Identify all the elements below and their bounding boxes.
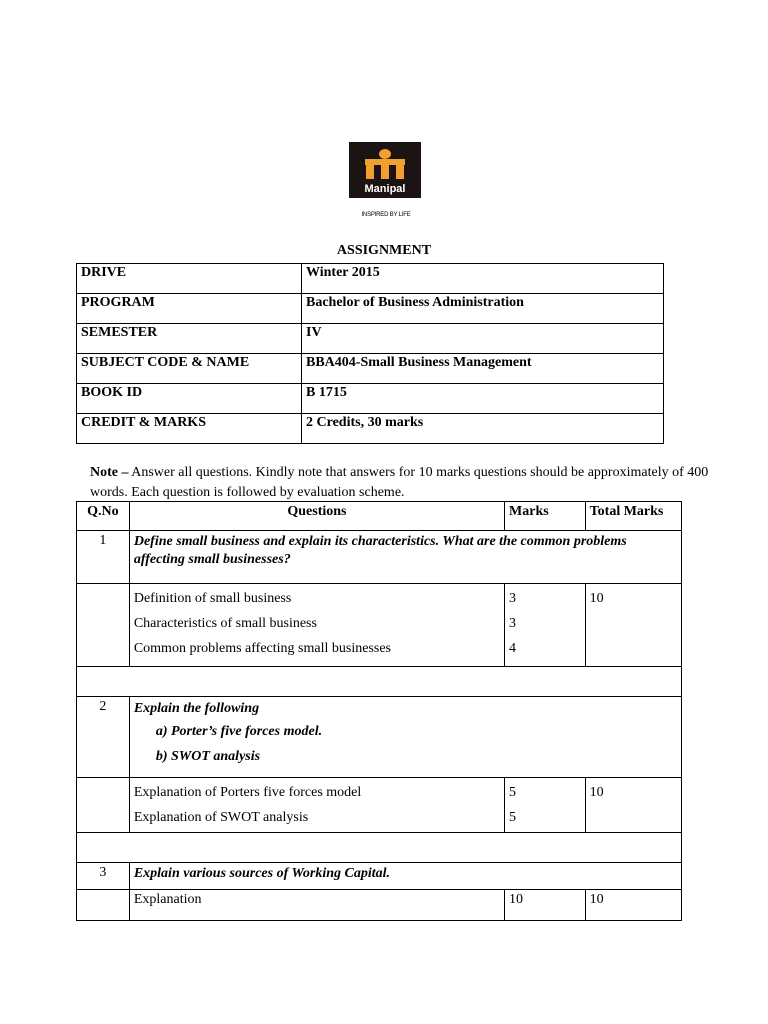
- question-number: 3: [77, 863, 130, 890]
- marks-item: 4: [509, 641, 517, 656]
- empty-cell: [77, 778, 130, 833]
- marks-item: 3: [509, 616, 517, 631]
- criteria-row: [77, 890, 682, 921]
- info-label: PROGRAM: [77, 294, 302, 324]
- criteria-item: Explanation of SWOT analysis: [133, 810, 309, 825]
- criteria-row: [77, 584, 682, 667]
- question-number: 2: [77, 697, 130, 778]
- question-text: Explain various sources of Working Capital.: [129, 863, 681, 890]
- question-subpoint: a) Porter’s five forces model.: [155, 724, 323, 739]
- question-text: Explain the following: [133, 701, 260, 716]
- criteria-item: Common problems affecting small businesses: [133, 641, 391, 656]
- info-row: [77, 384, 664, 414]
- logo-tagline: INSPIRED BY LIFE: [361, 212, 411, 218]
- total-marks: [585, 778, 681, 833]
- spacer-row: [77, 667, 682, 697]
- header-total-marks: Total Marks: [585, 502, 681, 531]
- info-row: [77, 294, 664, 324]
- info-label: DRIVE: [77, 264, 302, 294]
- info-row: [77, 324, 664, 354]
- header-marks: Marks: [505, 502, 586, 531]
- marks-item: 3: [509, 591, 517, 606]
- logo-name: Manipal: [364, 183, 406, 195]
- criteria-list: [129, 778, 504, 833]
- header-questions: Questions: [129, 502, 504, 531]
- questions-table: [76, 501, 682, 921]
- info-row: [77, 414, 664, 444]
- empty-cell: [77, 584, 130, 667]
- spacer-cell: [77, 667, 682, 697]
- criteria-row: [77, 778, 682, 833]
- total-marks: [585, 584, 681, 667]
- page-title: ASSIGNMENT: [336, 243, 432, 258]
- marks-item: 10: [505, 890, 586, 921]
- info-row: [77, 264, 664, 294]
- note-label: Note –: [90, 465, 129, 480]
- info-value: Bachelor of Business Administration: [302, 294, 664, 324]
- marks-list: [505, 778, 586, 833]
- question-text: Define small business and explain its characteristics. What are the common problems affecting small businesses?: [129, 531, 681, 584]
- info-value: 2 Credits, 30 marks: [302, 414, 664, 444]
- marks-list: [505, 584, 586, 667]
- total-marks-value: 10: [585, 890, 681, 921]
- total-marks-value: 10: [589, 591, 604, 606]
- table-header-row: [77, 502, 682, 531]
- info-value: BBA404-Small Business Management: [302, 354, 664, 384]
- criteria-item: Explanation of Porters five forces model: [133, 785, 362, 800]
- total-marks-value: 10: [589, 785, 604, 800]
- note-paragraph: [90, 463, 730, 503]
- info-value: Winter 2015: [302, 264, 664, 294]
- criteria-item: Explanation: [129, 890, 504, 921]
- spacer-cell: [77, 833, 682, 863]
- question-row: [77, 697, 682, 778]
- info-value: IV: [302, 324, 664, 354]
- info-value: B 1715: [302, 384, 664, 414]
- spacer-row: [77, 833, 682, 863]
- manipal-logo: [349, 142, 421, 198]
- header-qno: Q.No: [77, 502, 130, 531]
- note-text: Answer all questions. Kindly note that answers for 10 marks questions should be approximately of 400 words. Each question is followed by evaluation scheme.: [90, 465, 709, 500]
- question-text-block: [129, 697, 681, 778]
- info-label: BOOK ID: [77, 384, 302, 414]
- question-number: 1: [77, 531, 130, 584]
- criteria-item: Definition of small business: [133, 591, 292, 606]
- question-subpoint: b) SWOT analysis: [155, 749, 261, 764]
- info-row: [77, 354, 664, 384]
- empty-cell: [77, 890, 130, 921]
- question-row: [77, 863, 682, 890]
- criteria-item: Characteristics of small business: [133, 616, 317, 631]
- criteria-list: [129, 584, 504, 667]
- info-label: SUBJECT CODE & NAME: [77, 354, 302, 384]
- info-label: CREDIT & MARKS: [77, 414, 302, 444]
- marks-item: 5: [509, 785, 517, 800]
- info-label: SEMESTER: [77, 324, 302, 354]
- assignment-info-table: [76, 263, 664, 444]
- marks-item: 5: [509, 810, 517, 825]
- question-row: [77, 531, 682, 584]
